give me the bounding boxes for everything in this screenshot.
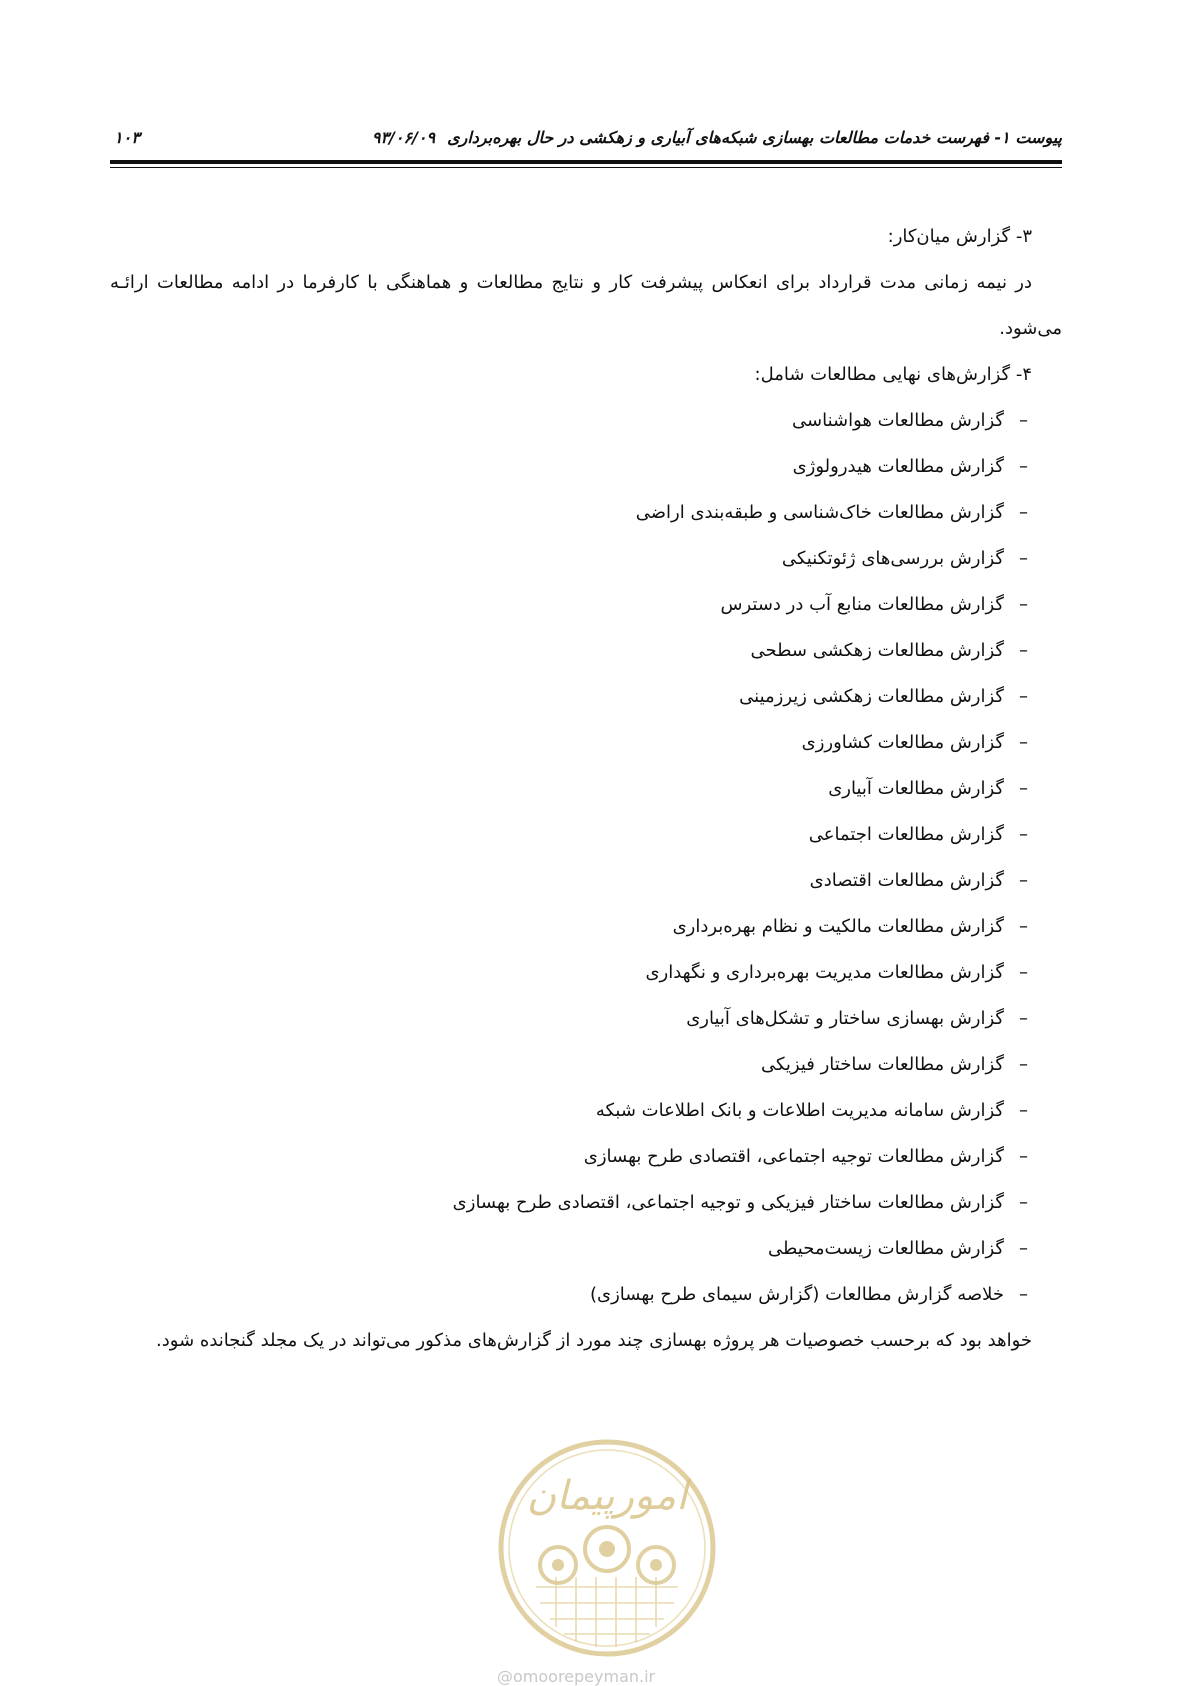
list-dash: – bbox=[1019, 1146, 1028, 1167]
list-item bbox=[110, 858, 1062, 904]
list-dash: – bbox=[1019, 594, 1028, 615]
list-item bbox=[110, 1272, 1062, 1318]
list-item-text: گزارش سامانه مدیریت اطلاعات و بانک اطلاعات شبکه bbox=[595, 1100, 1004, 1121]
page-header bbox=[110, 124, 1062, 154]
list-item-text: گزارش بهسازی ساختار و تشکل‌های آبیاری bbox=[686, 1008, 1004, 1029]
list-item-text: گزارش مطالعات اقتصادی bbox=[809, 870, 1004, 891]
list-dash: – bbox=[1019, 1284, 1028, 1305]
list-dash: – bbox=[1019, 1100, 1028, 1121]
list-dash: – bbox=[1019, 548, 1028, 569]
list-item bbox=[110, 766, 1062, 812]
list-item bbox=[110, 950, 1062, 996]
list-item-text: گزارش مطالعات آبیاری bbox=[828, 778, 1004, 799]
list-item-text: گزارش مطالعات زهکشی سطحی bbox=[750, 640, 1004, 661]
list-dash: – bbox=[1019, 1238, 1028, 1259]
list-dash: – bbox=[1019, 732, 1028, 753]
list-item bbox=[110, 536, 1062, 582]
section-3-text-line-1: در نیمه زمانی مدت قرارداد برای انعکاس پیشرفت کار و نتایج مطالعات و هماهنگی با کارفرما در ادامه مطالعات ارائـه bbox=[110, 272, 1032, 293]
list-item bbox=[110, 398, 1062, 444]
section-3-heading: ۳- گزارش میان‌کار: bbox=[887, 226, 1032, 247]
header-date: ۹۳/۰۶/۰۹ bbox=[371, 128, 436, 147]
list-item bbox=[110, 1134, 1062, 1180]
list-dash: – bbox=[1019, 778, 1028, 799]
list-dash: – bbox=[1019, 1054, 1028, 1075]
list-item-text: گزارش مطالعات زیست‌محیطی bbox=[768, 1238, 1004, 1259]
list-item bbox=[110, 444, 1062, 490]
list-item-text: گزارش مطالعات ساختار فیزیکی و توجیه اجتماعی، اقتصادی طرح بهسازی bbox=[452, 1192, 1004, 1213]
list-dash: – bbox=[1019, 916, 1028, 937]
header-title-text: پیوست ۱- فهرست خدمات مطالعات بهسازی شبکه‌های آبیاری و زهکشی در حال بهره‌برداری bbox=[447, 128, 1062, 147]
list-item-text: گزارش مطالعات اجتماعی bbox=[808, 824, 1004, 845]
watermark-url-text: omoorepeyman.ir bbox=[513, 1667, 656, 1686]
list-dash: – bbox=[1019, 1192, 1028, 1213]
header-rule-thick bbox=[110, 160, 1062, 164]
list-item-text: گزارش مطالعات زهکشی زیرزمینی bbox=[739, 686, 1004, 707]
list-item-text: گزارش مطالعات منابع آب در دسترس bbox=[720, 594, 1004, 615]
list-dash: – bbox=[1019, 640, 1028, 661]
watermark-logo-text: امورپیمان bbox=[526, 1473, 688, 1519]
list-item bbox=[110, 1042, 1062, 1088]
list-dash: – bbox=[1019, 502, 1028, 523]
list-item bbox=[110, 904, 1062, 950]
list-item-text: گزارش مطالعات کشاورزی bbox=[801, 732, 1004, 753]
header-rule-thin bbox=[110, 167, 1062, 168]
list-item-text: خلاصه گزارش مطالعات (گزارش سیمای طرح بهسازی) bbox=[590, 1284, 1004, 1305]
list-dash: – bbox=[1019, 686, 1028, 707]
list-item bbox=[110, 1180, 1062, 1226]
reports-list bbox=[110, 398, 1062, 1318]
list-dash: – bbox=[1019, 410, 1028, 431]
closing-sentence: خواهد بود که برحسب خصوصیات هر پروژه بهسازی چند مورد از گزارش‌های مذکور می‌تواند در یک مجلد گنجانده شود. bbox=[156, 1330, 1032, 1351]
list-dash: – bbox=[1019, 1008, 1028, 1029]
list-item bbox=[110, 720, 1062, 766]
watermark-url: @omoorepeyman.ir bbox=[497, 1667, 656, 1686]
list-dash: – bbox=[1019, 870, 1028, 891]
list-item bbox=[110, 1088, 1062, 1134]
page-number: ۱۰۳ bbox=[114, 128, 140, 147]
list-item-text: گزارش مطالعات ساختار فیزیکی bbox=[760, 1054, 1004, 1075]
list-item-text: گزارش مطالعات هیدرولوژی bbox=[792, 456, 1004, 477]
list-item bbox=[110, 628, 1062, 674]
section-3-text-line-2: می‌شود. bbox=[999, 318, 1062, 339]
header-title bbox=[372, 128, 1062, 147]
list-item-text: گزارش مطالعات توجیه اجتماعی، اقتصادی طرح بهسازی bbox=[583, 1146, 1004, 1167]
page-content bbox=[110, 214, 1062, 1364]
list-item bbox=[110, 582, 1062, 628]
list-item bbox=[110, 1226, 1062, 1272]
list-dash: – bbox=[1019, 962, 1028, 983]
list-item bbox=[110, 674, 1062, 720]
list-item bbox=[110, 490, 1062, 536]
list-item-text: گزارش مطالعات هواشناسی bbox=[792, 410, 1004, 431]
list-item-text: گزارش مطالعات مالکیت و نظام بهره‌برداری bbox=[672, 916, 1004, 937]
list-dash: – bbox=[1019, 824, 1028, 845]
list-item-text: گزارش بررسی‌های ژئوتکنیکی bbox=[781, 548, 1004, 569]
list-dash: – bbox=[1019, 456, 1028, 477]
watermark-seal-icon bbox=[496, 1437, 718, 1659]
list-item-text: گزارش مطالعات خاک‌شناسی و طبقه‌بندی اراضی bbox=[635, 502, 1004, 523]
list-item-text: گزارش مطالعات مدیریت بهره‌برداری و نگهداری bbox=[645, 962, 1004, 983]
list-item bbox=[110, 812, 1062, 858]
section-4-heading: ۴- گزارش‌های نهایی مطالعات شامل: bbox=[754, 364, 1032, 385]
list-item bbox=[110, 996, 1062, 1042]
